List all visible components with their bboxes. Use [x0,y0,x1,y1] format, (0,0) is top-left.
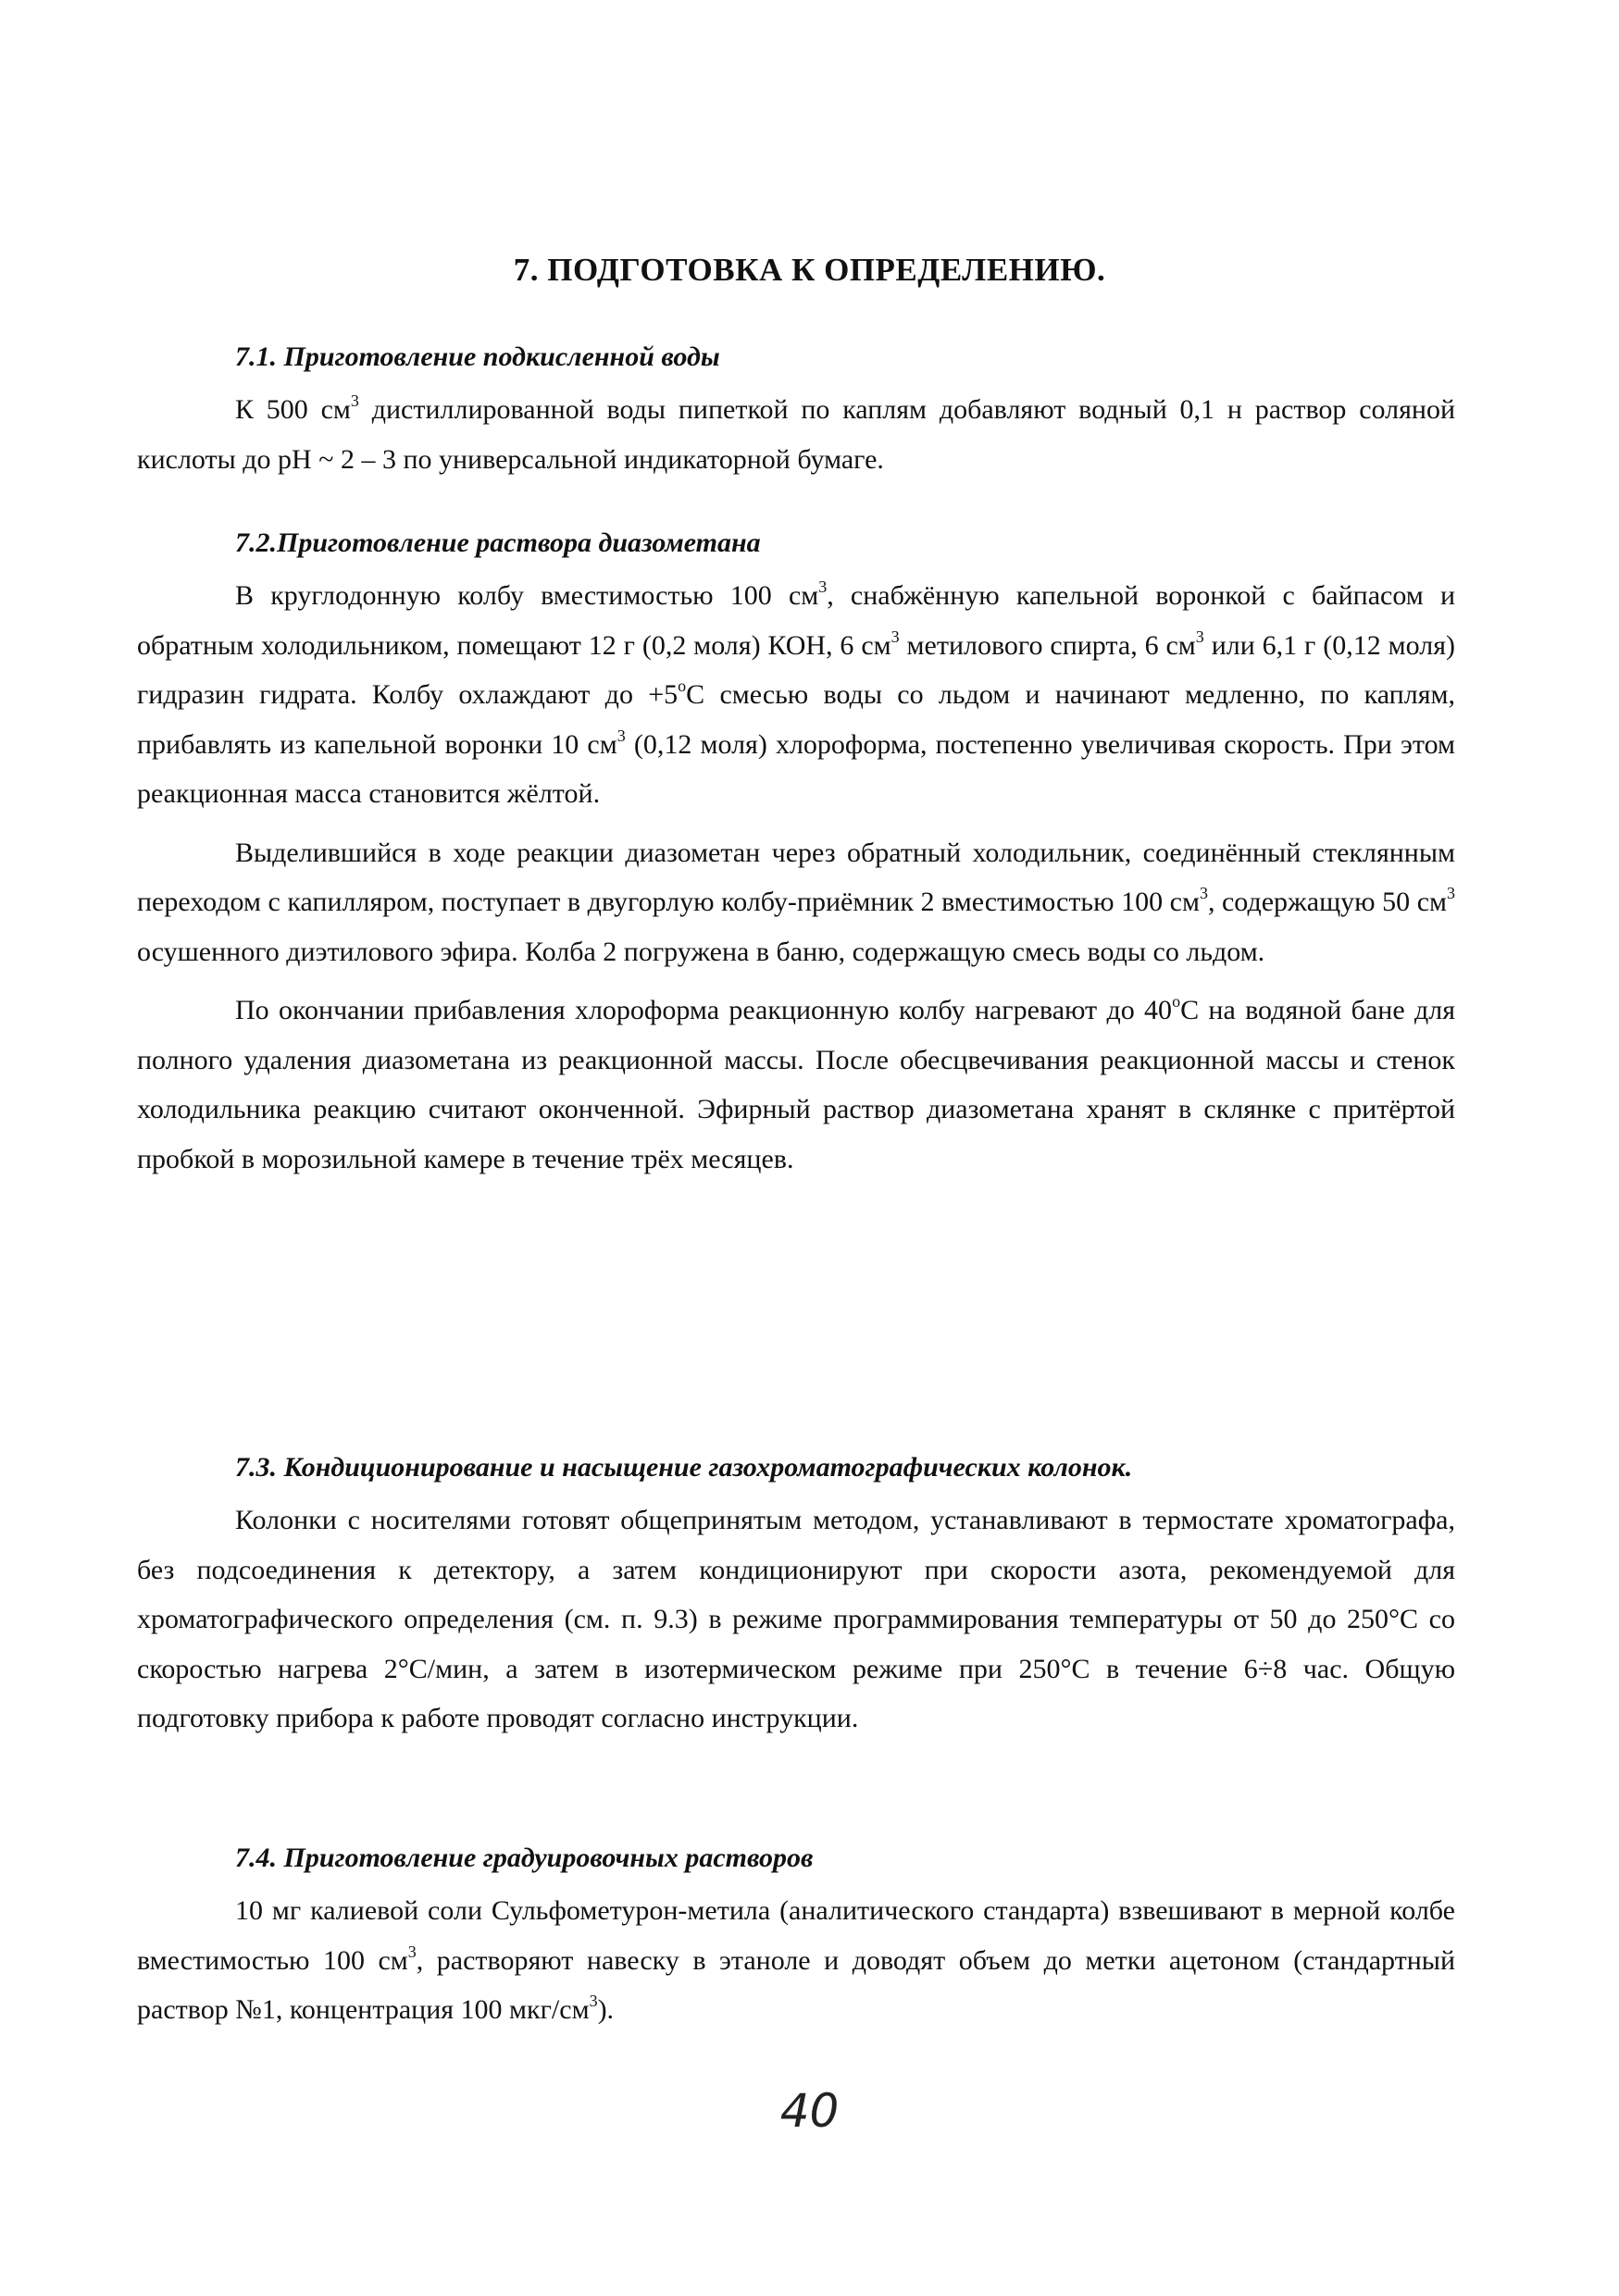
superscript: 3 [407,1942,417,1961]
superscript: о [1172,992,1181,1011]
section-7-1 [137,339,1455,484]
subsection-title-7-4: 7.4. Приготовление градуировочных растворов [235,1843,814,1873]
paragraph-7-3: Колонки с носителями готовят общепринятым методом, устанавливают в термостате хроматографа, без подсоединения к детектору, а затем кондиционируют при скорости азота, рекомендуемой для хроматографического определения (см. п. 9.3) в режиме программирования температуры от 50 до 250°С со скоростью нагрева 2°С/мин, а затем в изотермическом режиме при 250°С в течение 6÷8 час. Общую подготовку прибора к работе проводят согласно инструкции. [137,1505,1455,1733]
superscript: 3 [1199,884,1208,902]
superscript: 3 [350,391,359,410]
subsection-title-7-3: 7.3. Кондиционирование и насыщение газохроматографических колонок. [235,1452,1133,1483]
paragraph-7-4: 10 мг калиевой соли Сульфометурон-метила (аналитического стандарта) взвешивают в мерной колбе вместимостью 100 $см^3$, растворяют навеску в этаноле и доводят объем до метки ацетоном (стандартный раствор №1, концентрация 100 мкг/$см^3$). [137,1895,1456,2025]
superscript: 3 [818,577,828,596]
superscript: 3 [1195,627,1204,646]
paragraph-7-1: К 500 $см^3$ дистиллированной воды пипеткой по каплям добавляют водный 0,1 н раствор соляной кислоты до рН ~ 2 – 3 по универсальной индикаторной бумаге. [137,391,1455,475]
section-7-2 [137,525,1455,1184]
section-heading: 7. ПОДГОТОВКА К ОПРЕДЕЛЕНИЮ. [513,252,1106,288]
superscript: 3 [616,726,626,745]
subsection-title-7-1: 7.1. Приготовление подкисленной воды [235,341,720,372]
superscript: 3 [890,627,900,646]
page-number: 40 [779,2084,840,2138]
superscript: о [678,676,687,695]
superscript: 3 [589,1992,598,2010]
section-7-3 [137,1449,1455,1744]
section-7-4 [137,1840,1455,2035]
paragraph-7-2-b: Выделившийся в ходе реакции диазометан через обратный холодильник, соединённый стеклянным переходом с капилляром, поступает в двугорлую колбу-приёмник 2 вместимостью 100 $см^3$, содержащую 50 $см^3$ осушенного диэтилового эфира. Колба 2 погружена в баню, содержащую смесь воды со льдом. [137,837,1455,967]
paragraph-7-2-c: По окончании прибавления хлороформа реакционную колбу нагревают до $40^оС$ на водяной бане для полного удаления диазометана из реакционной массы. После обесцвечивания реакционной массы и стенок холодильника реакцию считают оконченной. Эфирный раствор диазометана хранят в склянке с притёртой пробкой в морозильной камере в течение трёх месяцев. [137,992,1455,1174]
superscript: 3 [1447,884,1455,902]
subsection-title-7-2: 7.2.Приготовление раствора диазометана [235,527,761,558]
paragraph-7-2-a: В круглодонную колбу вместимостью 100 $см^3$, снабжённую капельной воронкой с байпасом и обратным холодильником, помещают 12 г (0,2 моля) КОН, 6 $см^3$ метилового спирта, 6 $см^3$ или 6,1 г (0,12 моля) гидразин гидрата. Колбу охлаждают до $+5^оС$ смесью воды со льдом и начинают медленно, по каплям, прибавлять из капельной воронки 10 $см^3$ (0,12 моля) хлороформа, постепенно увеличивая скорость. При этом реакционная масса становится жёлтой. [137,577,1455,809]
